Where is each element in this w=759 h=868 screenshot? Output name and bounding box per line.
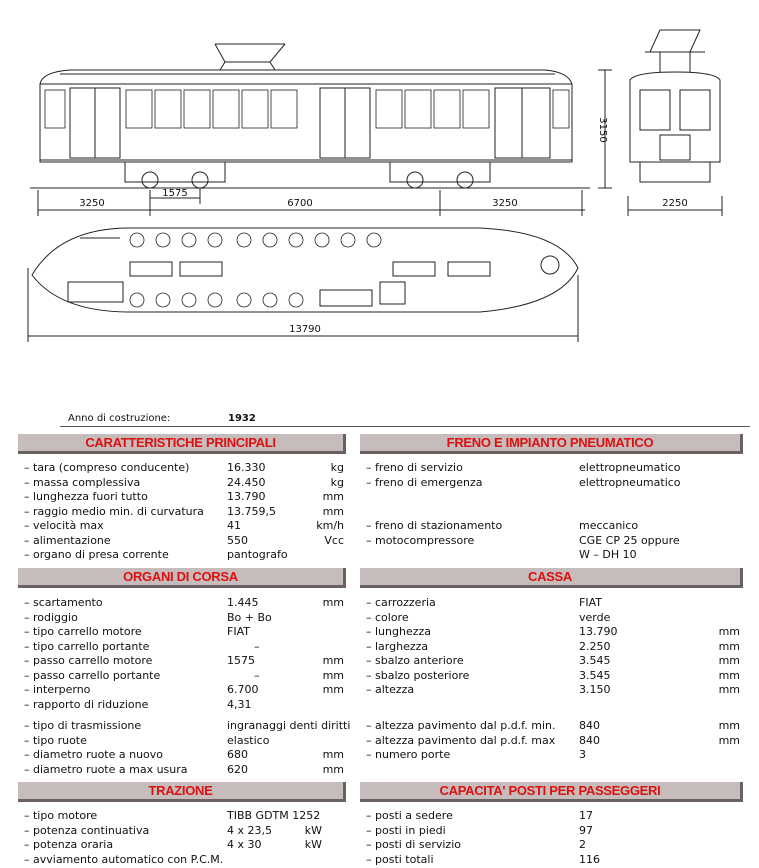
row-label: – scartamento [24,596,103,609]
row-unit: mm [322,683,344,696]
section-freno [366,461,740,563]
row-label: – numero porte [366,748,451,761]
row-value: – [254,639,260,653]
row-unit: mm [322,596,344,609]
row-label: – larghezza [366,639,429,653]
row-unit: kW [304,838,322,851]
row-label: – freno di stazionamento [366,519,503,532]
row-unit: kW [304,823,322,837]
row-value: 4,31 [227,697,252,711]
row-label: – potenza continuativa [24,823,150,837]
section-caratteristiche [24,461,344,563]
row-value: 3.150 [579,683,611,696]
table-row [366,548,740,563]
row-value: CGE CP 25 oppure [579,533,680,547]
row-label: – motocompressore [366,533,475,547]
row-label: – interperno [24,683,91,696]
row-value: pantografo [227,548,288,561]
row-label: – posti di servizio [366,838,461,851]
row-value: 550 [227,533,248,547]
row-value: FIAT [579,596,602,609]
row-value: meccanico [579,519,639,532]
row-label: – passo carrello motore [24,654,153,667]
row-label: – tipo carrello portante [24,639,150,653]
table-row [24,640,344,655]
row-label: – altezza [366,683,415,696]
table-row [366,698,740,713]
row-value: – [254,668,260,682]
row-unit: mm [322,668,344,682]
row-label: – freno di emergenza [366,475,483,489]
table-row [366,824,740,839]
table-row [24,824,344,839]
row-unit: mm [322,654,344,667]
table-row [366,596,740,611]
row-value: 840 [579,719,600,732]
row-value: elastico [227,733,270,747]
row-label: – altezza pavimento dal p.d.f. max [366,733,556,747]
dim-length: 13790 [289,324,321,335]
section-cassa [366,596,740,763]
table-row [24,505,344,520]
row-label: – sbalzo anteriore [366,654,464,667]
row-label: – lunghezza fuori tutto [24,490,148,503]
header-cassa: CASSA [360,568,743,588]
row-label: – tipo ruote [24,733,87,747]
row-value: 16.330 [227,461,266,474]
row-label: – avviamento automatico con P.C.M. [24,852,224,866]
row-label: – tipo carrello motore [24,625,142,638]
table-row [24,748,344,763]
row-unit: kg [330,461,344,474]
dim-overhang-right: 3250 [492,198,518,209]
table-row [24,734,344,749]
row-unit: mm [718,654,740,667]
row-unit: Vcc [324,533,344,547]
row-value: W – DH 10 [579,548,637,561]
row-value: 17 [579,809,593,822]
table-row [366,490,740,505]
dim-width: 2250 [662,198,688,209]
table-row [366,838,740,853]
row-value: 840 [579,733,600,747]
row-label: – altezza pavimento dal p.d.f. min. [366,719,556,732]
table-row [24,809,344,824]
table-row [366,519,740,534]
row-value: 1575 [227,654,255,667]
table-row [24,596,344,611]
dim-overhang-left: 3250 [79,198,105,209]
row-unit: mm [718,733,740,747]
row-label: – diametro ruote a max usura [24,762,188,776]
table-row [24,763,344,778]
table-row [366,461,740,476]
table-row [366,505,740,520]
table-row [366,611,740,626]
table-row [24,625,344,640]
row-label: – massa complessiva [24,475,141,489]
table-row [24,490,344,505]
header-freno: FRENO E IMPIANTO PNEUMATICO [360,434,743,454]
row-value: 13.759,5 [227,504,276,518]
row-unit: mm [718,625,740,638]
table-row [24,654,344,669]
row-value: elettropneumatico [579,461,681,474]
table-row [366,669,740,684]
row-value: 13.790 [579,625,618,638]
row-label: – sbalzo posteriore [366,668,470,682]
row-value: 3.545 [579,668,611,682]
section-organi [24,596,351,777]
row-label: – alimentazione [24,533,111,547]
row-value: 24.450 [227,475,266,489]
row-unit: kg [330,475,344,489]
row-label: – raggio medio min. di curvatura [24,504,204,518]
table-row [366,625,740,640]
dim-bogie-wheelbase: 1575 [162,188,188,199]
row-value: elettropneumatico [579,475,681,489]
table-row [366,476,740,491]
row-value: FIAT [227,625,250,638]
row-label: – tipo motore [24,809,98,822]
table-row [24,698,344,713]
header-trazione: TRAZIONE [18,782,346,802]
table-row [24,476,344,491]
row-value: verde [579,610,611,624]
table-row [366,853,740,868]
row-label: – carrozzeria [366,596,436,609]
table-row [366,809,740,824]
table-row [366,719,740,734]
dim-height: 3150 [597,117,608,143]
row-label: – posti a sedere [366,809,453,822]
row-label: – velocità max [24,519,104,532]
table-row [24,719,351,734]
row-value: 13.790 [227,490,266,503]
row-value: 4 x 30 [227,838,262,851]
row-value: 2.250 [579,639,611,653]
row-unit: mm [322,762,344,776]
tram-technical-drawing [0,0,759,400]
divider [60,426,750,427]
row-value: TIBB GDTM 1252 [227,809,321,822]
table-row [24,611,344,626]
row-label: – freno di servizio [366,461,463,474]
row-label: – organo di presa corrente [24,548,169,561]
row-label: – colore [366,610,409,624]
table-row [24,548,344,563]
table-row [24,519,344,534]
row-unit: mm [322,748,344,761]
year-label: Anno di costruzione: [68,413,171,424]
row-label: – potenza oraria [24,838,114,851]
row-value: 3.545 [579,654,611,667]
row-value: 97 [579,823,593,837]
table-row [24,669,344,684]
header-capacita: CAPACITA' POSTI PER PASSEGGERI [360,782,743,802]
row-unit: mm [322,490,344,503]
row-value: 2 [579,838,586,851]
table-row [366,683,740,698]
section-trazione [24,809,344,867]
row-label: – rapporto di riduzione [24,697,149,711]
row-unit: mm [322,504,344,518]
row-value: 116 [579,852,600,866]
table-row [366,654,740,669]
row-value: 41 [227,519,241,532]
row-value: 3 [579,748,586,761]
row-value: Bo + Bo [227,610,272,624]
table-row [366,734,740,749]
row-unit: mm [718,719,740,732]
header-organi: ORGANI DI CORSA [18,568,346,588]
table-row [24,461,344,476]
row-unit: mm [718,639,740,653]
row-unit: mm [718,683,740,696]
row-unit: km/h [316,519,344,532]
table-row [24,683,344,698]
table-row [24,853,344,868]
table-row [366,748,740,763]
table-row [24,838,344,853]
row-label: – diametro ruote a nuovo [24,748,164,761]
table-row [366,640,740,655]
row-label: – tipo di trasmissione [24,719,142,732]
row-value: 620 [227,762,248,776]
row-value: 1.445 [227,596,259,609]
row-unit: mm [718,668,740,682]
row-label: – passo carrello portante [24,668,161,682]
row-value: 680 [227,748,248,761]
dim-bogie-centers: 6700 [287,198,313,209]
row-value: ingranaggi denti diritti [227,719,351,732]
year-value: 1932 [228,413,256,424]
row-label: – rodiggio [24,610,78,624]
row-value: 6.700 [227,683,259,696]
row-label: – posti totali [366,852,434,866]
row-label: – posti in piedi [366,823,446,837]
row-label: – tara (compreso conducente) [24,461,190,474]
row-label: – lunghezza [366,625,432,638]
header-caratteristiche: CARATTERISTICHE PRINCIPALI [18,434,346,454]
row-value: 4 x 23,5 [227,823,272,837]
section-capacita [366,809,740,867]
table-row [366,534,740,549]
table-row [24,534,344,549]
